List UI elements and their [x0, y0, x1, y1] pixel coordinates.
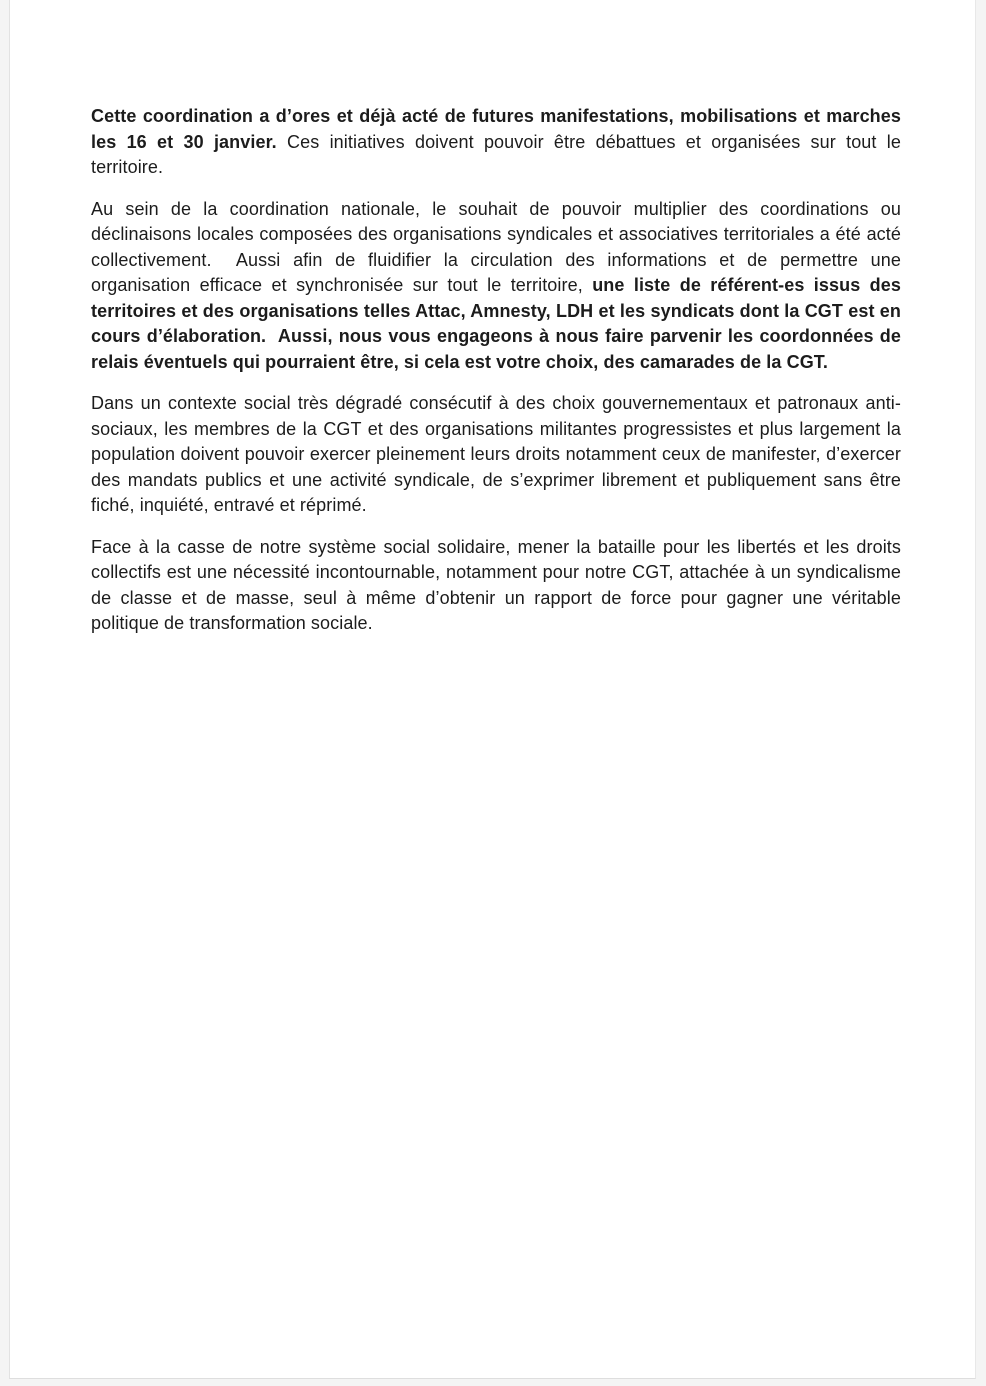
- paragraph-4-regular-segment: Face à la casse de notre système social solidaire, mener la bataille pour les libertés et les droits collectifs est une nécessité incontournable, notamment pour notre CGT, attachée à un syndicalisme de classe et de masse, seul à même d’obtenir un rapport de force pour gagner une véritable politique de transformation sociale.: [91, 536, 907, 633]
- paragraph-3-regular-segment: Dans un contexte social très dégradé consécutif à des choix gouvernementaux et patronaux anti-sociaux, les membres de la CGT et des organisations militantes progressistes et plus largement la population doivent pouvoir exercer pleinement leurs droits notamment ceux de manifester, d’exercer des mandats publics et une activité syndicale, de s’exprimer librement et publiquement sans être fiché, inquiété, entravé et réprimé.: [91, 393, 907, 515]
- paragraph-1-regular-segment: Ces initiatives doivent pouvoir être débattues et organisées sur tout le territoire.: [91, 131, 907, 177]
- paragraph-2-bold-segment: une liste de référent-es issus des territoires et des organisations telles Attac, Amnesty, LDH et les syndicats dont la CGT est en cours d’élaboration. Aussi, nous vous engageons à nous faire parvenir les coordonnées de relais éventuels qui pourraient être, si cela est votre choix, des camarades de la CGT.: [91, 275, 907, 372]
- document-body: [91, 104, 907, 653]
- paragraph-1-bold-segment: Cette coordination a d’ores et déjà acté de futures manifestations, mobilisations et marches les 16 et 30 janvier.: [91, 106, 907, 152]
- paragraph-1: [91, 104, 907, 181]
- paragraph-2-regular-segment: Au sein de la coordination nationale, le souhait de pouvoir multiplier des coordinations ou déclinaisons locales composées des organisations syndicales et associatives territoriales a été acté collectivement. Aussi afin de fluidifier la circulation des informations et de permettre une organisation efficace et synchronisée sur tout le territoire,: [91, 198, 907, 295]
- document-page: [9, 0, 976, 1379]
- paragraph-2: [91, 197, 907, 376]
- paragraph-3: [91, 391, 907, 519]
- paragraph-4: [91, 535, 907, 637]
